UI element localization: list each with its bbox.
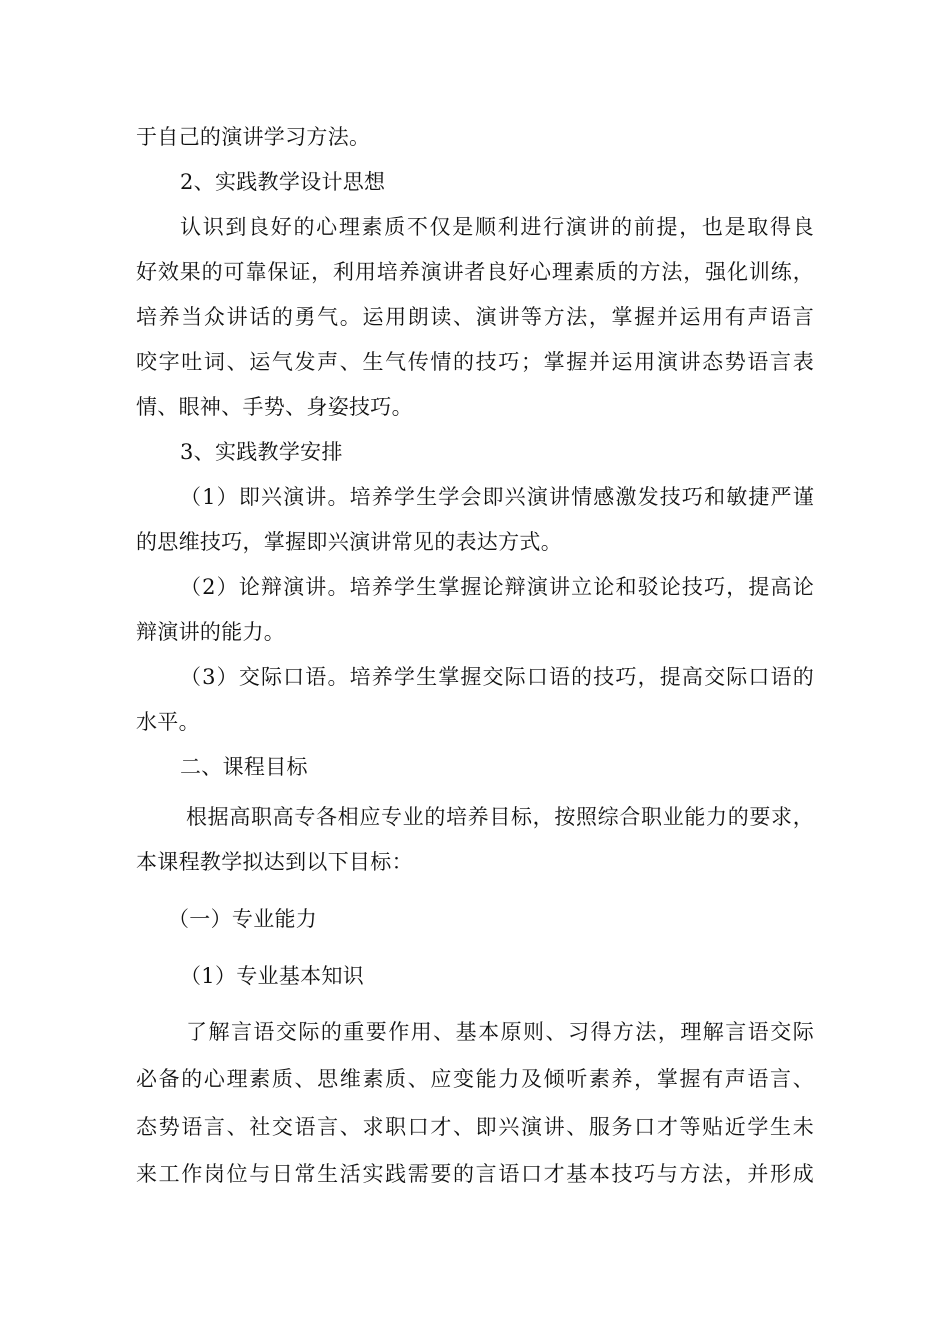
text-line: 的思维技巧，掌握即兴演讲常见的表达方式。 bbox=[136, 530, 562, 554]
text-line: 情、眼神、手势、身姿技巧。 bbox=[136, 395, 413, 419]
text-line: （3）交际口语。培养学生掌握交际口语的技巧，提高交际口语的 bbox=[180, 665, 814, 689]
text-line: （1）即兴演讲。培养学生学会即兴演讲情感激发技巧和敏捷严谨 bbox=[180, 485, 814, 509]
section-heading: （一）专业能力 bbox=[168, 907, 318, 931]
text-line: 必备的心理素质、思维素质、应变能力及倾听素养，掌握有声语言、 bbox=[136, 1067, 814, 1091]
text-line: 培养当众讲话的勇气。运用朗读、演讲等方法，掌握并运用有声语言 bbox=[136, 305, 814, 329]
section-heading: （1）专业基本知识 bbox=[180, 964, 365, 988]
text-line: （2）论辩演讲。培养学生掌握论辩演讲立论和驳论技巧，提高论 bbox=[180, 575, 814, 599]
text-line: 态势语言、社交语言、求职口才、即兴演讲、服务口才等贴近学生未 bbox=[136, 1115, 814, 1139]
text-line: 了解言语交际的重要作用、基本原则、习得方法，理解言语交际 bbox=[186, 1020, 814, 1044]
text-line: 本课程教学拟达到以下目标： bbox=[136, 850, 413, 874]
section-heading: 2、实践教学设计思想 bbox=[180, 170, 386, 194]
text-line: 来工作岗位与日常生活实践需要的言语口才基本技巧与方法，并形成 bbox=[136, 1162, 814, 1186]
text-line: 好效果的可靠保证，利用培养演讲者良好心理素质的方法，强化训练， bbox=[136, 260, 814, 284]
text-line: 辩演讲的能力。 bbox=[136, 620, 286, 644]
text-line: 根据高职高专各相应专业的培养目标，按照综合职业能力的要求， bbox=[186, 805, 814, 829]
text-line: 认识到良好的心理素质不仅是顺利进行演讲的前提，也是取得良 bbox=[180, 215, 814, 239]
text-line: 水平。 bbox=[136, 710, 200, 734]
section-heading: 3、实践教学安排 bbox=[180, 440, 343, 464]
text-line: 于自己的演讲学习方法。 bbox=[136, 125, 371, 149]
section-heading: 二、课程目标 bbox=[180, 755, 308, 779]
text-line: 咬字吐词、运气发声、生气传情的技巧；掌握并运用演讲态势语言表 bbox=[136, 350, 814, 374]
